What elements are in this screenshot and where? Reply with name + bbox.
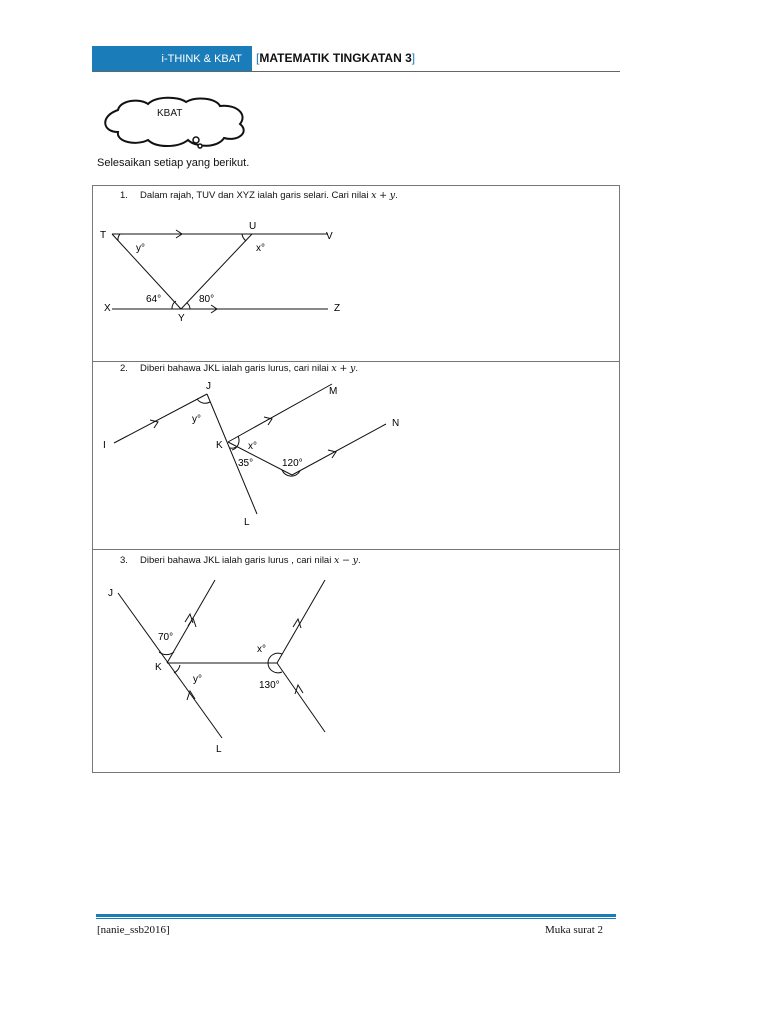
label-V: V — [326, 231, 333, 242]
label-J: J — [206, 381, 211, 392]
math-op: − — [341, 555, 350, 566]
diagram-question-1 — [92, 205, 620, 360]
footer-page-number: Muka surat 2 — [545, 924, 604, 936]
math-punct: . — [355, 363, 358, 374]
label-N: N — [392, 418, 400, 429]
header-rule — [92, 71, 620, 72]
line-jkl — [118, 593, 222, 738]
label-T: T — [100, 230, 107, 241]
header-tab — [92, 46, 252, 72]
label-Z: Z — [334, 303, 341, 314]
header-title — [256, 51, 415, 65]
angle-64: 64° — [146, 294, 162, 305]
label-K: K — [155, 662, 162, 673]
angle-arc — [230, 447, 236, 448]
line-jkl — [207, 394, 257, 514]
math-punct: . — [395, 190, 398, 201]
label-J: J — [108, 588, 113, 599]
angle-130: 130° — [259, 680, 280, 691]
question-text: Diberi bahawa JKL ialah garis lurus , cari nilai — [140, 555, 334, 566]
label-Y: Y — [178, 313, 185, 324]
header-title-text: MATEMATIK TINGKATAN 3 — [259, 51, 412, 65]
angle-x: x° — [256, 243, 265, 254]
arrow-mark — [188, 618, 196, 627]
question-1 — [120, 190, 398, 201]
label-X: X — [104, 303, 111, 314]
label-K: K — [216, 440, 223, 451]
question-number: 3. — [120, 555, 128, 566]
footer-rule — [96, 918, 616, 919]
arrow-mark — [150, 420, 158, 428]
angle-35: 35° — [238, 458, 254, 469]
footer-author: [nanie_ssb2016] — [97, 924, 170, 936]
header-bracket-open: [ — [256, 51, 260, 65]
cloud-label: KBAT — [157, 108, 183, 119]
label-L: L — [216, 744, 222, 755]
math-var: y — [349, 363, 356, 374]
math-var: y — [389, 190, 396, 201]
footer-rule — [96, 914, 616, 917]
line-bend-n — [292, 424, 386, 475]
diagram-question-2 — [92, 378, 620, 548]
header-bracket-close: ] — [411, 51, 416, 65]
angle-70: 70° — [158, 632, 174, 643]
diagram-question-3 — [92, 570, 620, 770]
math-var: x — [371, 190, 377, 201]
question-2 — [120, 363, 358, 374]
question-divider — [92, 549, 620, 550]
math-var: x — [331, 363, 337, 374]
question-divider — [92, 361, 620, 362]
thought-cloud-icon — [100, 96, 250, 152]
arrow-mark — [185, 614, 193, 623]
math-op: + — [339, 363, 348, 374]
angle-arc — [187, 303, 190, 309]
angle-120: 120° — [282, 458, 303, 469]
arrow-mark — [293, 619, 301, 628]
question-text: Dalam rajah, TUV dan XYZ ialah garis selari. Cari nilai — [140, 190, 372, 201]
label-I: I — [103, 440, 106, 451]
header-tab-label: i-THINK & KBAT — [161, 53, 242, 65]
line-mid-down — [277, 663, 325, 732]
angle-80: 80° — [199, 294, 215, 305]
label-M: M — [329, 386, 338, 397]
question-number: 1. — [120, 190, 128, 201]
angle-y: y° — [192, 414, 201, 425]
question-number: 2. — [120, 363, 128, 374]
arrow-mark — [328, 450, 336, 458]
math-op: + — [379, 190, 388, 201]
line-yu — [181, 234, 252, 309]
angle-y: y° — [193, 674, 202, 685]
line-mid-up — [277, 580, 325, 663]
line-km — [228, 384, 332, 442]
angle-arc — [197, 399, 210, 403]
angle-y: y° — [136, 243, 145, 254]
arrow-mark — [295, 685, 303, 694]
instruction-text: Selesaikan setiap yang berikut. — [97, 157, 250, 169]
question-text: Diberi bahawa JKL ialah garis lurus, cari nilai — [140, 363, 332, 374]
angle-x: x° — [248, 441, 257, 452]
angle-arc — [118, 234, 120, 241]
angle-x: x° — [257, 644, 266, 655]
label-U: U — [249, 221, 257, 232]
math-var: x — [333, 555, 340, 566]
label-L: L — [244, 517, 250, 528]
math-var: y — [352, 555, 358, 566]
angle-arc — [242, 234, 246, 241]
question-3 — [120, 555, 361, 566]
math-punct: . — [357, 555, 361, 566]
